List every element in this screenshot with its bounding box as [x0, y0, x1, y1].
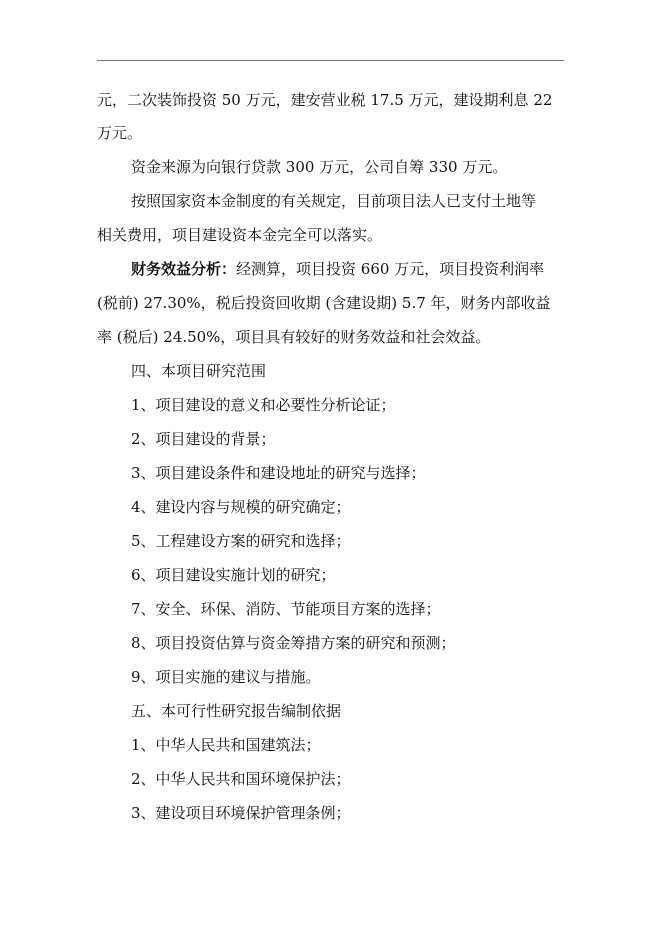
paragraph-line: 按照国家资本金制度的有关规定，目前项目法人已支付土地等 — [131, 192, 537, 210]
list-item: 2、项目建设的背景； — [131, 430, 276, 448]
paragraph-line: 相关费用，项目建设资本金完全可以落实。 — [97, 226, 383, 244]
list-item: 9、项目实施的建议与措施。 — [131, 668, 321, 686]
list-item: 7、安全、环保、消防、节能项目方案的选择； — [131, 600, 441, 618]
financial-analysis-line — [131, 259, 601, 279]
list-item: 1、中华人民共和国建筑法； — [131, 736, 321, 754]
list-item: 6、项目建设实施计划的研究； — [131, 566, 336, 584]
list-item: 3、建设项目环境保护管理条例； — [131, 804, 351, 822]
list-item: 2、中华人民共和国环境保护法； — [131, 770, 351, 788]
page-header-rule — [97, 60, 564, 61]
list-item: 8、项目投资估算与资金筹措方案的研究和预测； — [131, 634, 456, 652]
financial-analysis-text: 经测算，项目投资 660 万元，项目投资利润率 — [236, 260, 545, 278]
section-heading: 五、本可行性研究报告编制依据 — [131, 702, 342, 720]
list-item: 1、项目建设的意义和必要性分析论证； — [131, 396, 396, 414]
paragraph-line: 万元。 — [97, 124, 143, 142]
financial-analysis-heading: 财务效益分析： — [131, 260, 237, 278]
paragraph-line: 率 (税后) 24.50%，项目具有较好的财务效益和社会效益。 — [97, 328, 491, 346]
section-heading: 四、本项目研究范围 — [131, 362, 267, 380]
list-item: 4、建设内容与规模的研究确定； — [131, 498, 351, 516]
list-item: 3、项目建设条件和建设地址的研究与选择； — [131, 464, 426, 482]
paragraph-line: 元，二次装饰投资 50 万元，建安营业税 17.5 万元，建设期利息 22 — [97, 91, 553, 109]
paragraph-line: 资金来源为向银行贷款 300 万元，公司自筹 330 万元。 — [131, 158, 508, 176]
paragraph-line: (税前) 27.30%，税后投资回收期 (含建设期) 5.7 年，财务内部收益 — [97, 294, 551, 312]
list-item: 5、工程建设方案的研究和选择； — [131, 532, 351, 550]
